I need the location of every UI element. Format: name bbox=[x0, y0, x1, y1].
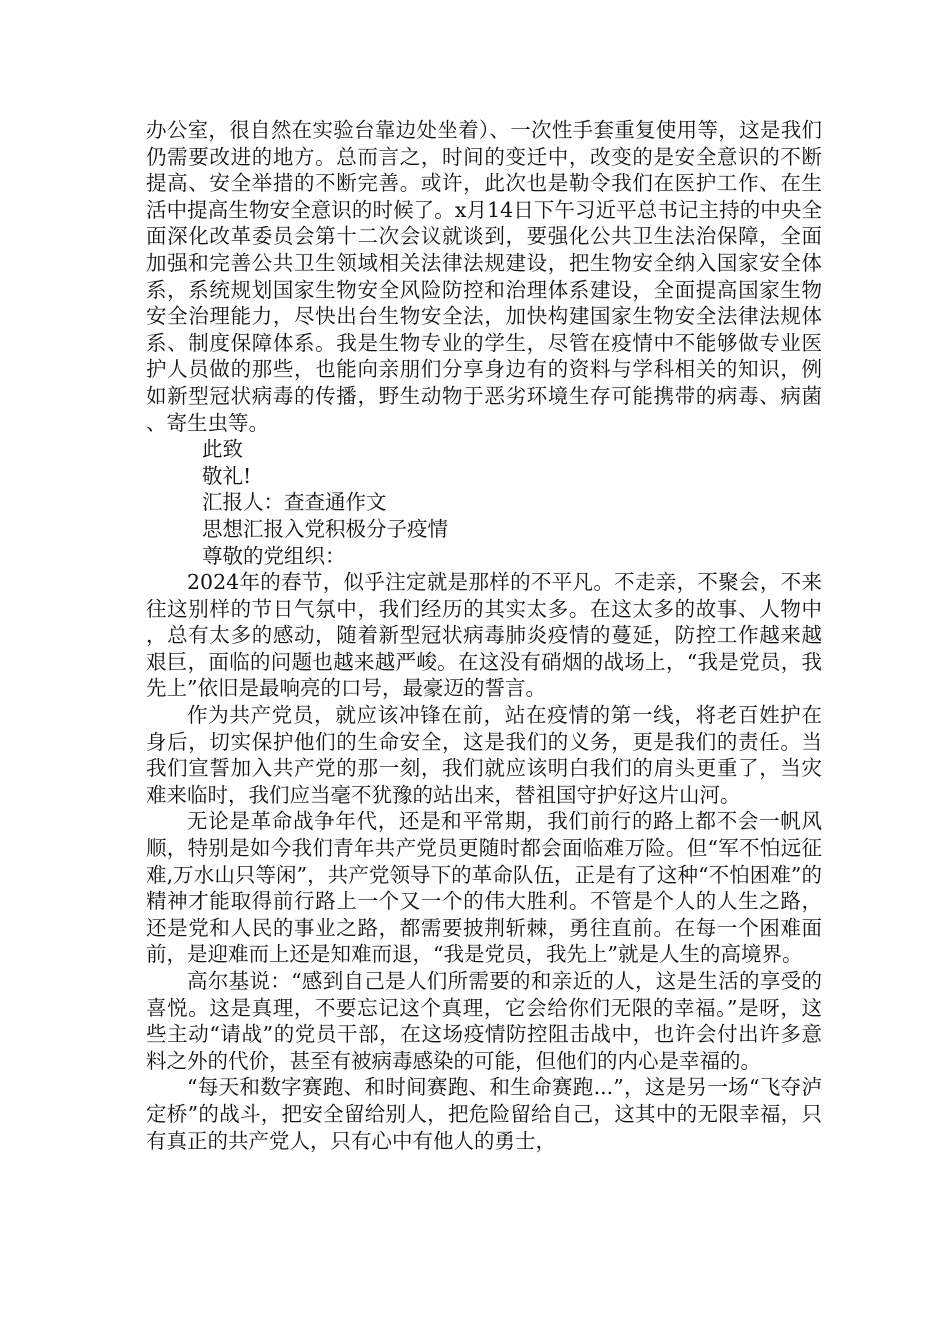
document-title: 思想汇报入党积极分子疫情 bbox=[202, 516, 448, 541]
closing-line-jingli: 敬礼! bbox=[202, 463, 252, 488]
closing-line-cizhi: 此致 bbox=[202, 437, 243, 462]
paragraph-gorky-quote: 高尔基说：“感到自己是人们所需要的和亲近的人，这是生活的享受的喜悦。这是真理，不要忘记这个真理，它会给你们无限的幸福。”是呀，这些主动“请战”的党员干部，在这场疫情防控阻击战中，也许会付出许多意料之外的代价，甚至有被病毒感染的可能，但他们的内心是幸福的。 bbox=[146, 969, 822, 1073]
paragraph-party-member-duty: 作为共产党员，就应该冲锋在前，站在疫情的第一线，将老百姓护在身后，切实保护他们的生命安全，这是我们的义务，更是我们的责任。当我们宣誓加入共产党的那一刻，我们就应该明白我们的肩头更重了，当灾难来临时，我们应当毫不犹豫的站出来，替祖国守护好这片山河。 bbox=[146, 703, 822, 807]
paragraph-race: “每天和数字赛跑、和时间赛跑、和生命赛跑...”，这是另一场“飞夺泸定桥”的战斗，把安全留给别人，把危险留给自己，这其中的无限幸福，只有真正的共产党人，只有心中有他人的勇士， bbox=[146, 1075, 822, 1153]
document-body bbox=[146, 117, 822, 1154]
paragraph-spring-festival: 2024年的春节，似乎注定就是那样的不平凡。不走亲，不聚会，不来往这别样的节日气氛中，我们经历的其实太多。在这太多的故事、人物中，总有太多的感动，随着新型冠状病毒肺炎疫情的蔓延，防控工作越来越艰巨，面临的问题也越来越严峻。在这没有硝烟的战场上，“我是党员，我先上”依旧是最响亮的口号，最豪迈的誓言。 bbox=[146, 570, 822, 701]
salutation-line: 尊敬的党组织： bbox=[202, 543, 346, 568]
paragraph-biosafety: 办公室，很自然在实验台靠边处坐着）、一次性手套重复使用等，这是我们仍需要改进的地方。总而言之，时间的变迁中，改变的是安全意识的不断提高、安全举措的不断完善。或许，此次也是勒令我们在医护工作、在生活中提高生物安全意识的时候了。x月14日下午习近平总书记主持的中央全面深化改革委员会第十二次会议就谈到，要强化公共卫生法治保障，全面加强和完善公共卫生领域相关法律法规建设，把生物安全纳入国家安全体系，系统规划国家生物安全风险防控和治理体系建设，全面提高国家生物安全治理能力，尽快出台生物安全法，加快构建国家生物安全法律法规体系、制度保障体系。我是生物专业的学生，尽管在疫情中不能够做专业医护人员做的那些，也能向亲朋们分享身边有的资料与学科相关的知识，例如新型冠状病毒的传播，野生动物于恶劣环境生存可能携带的病毒、病菌、寄生虫等。 bbox=[146, 118, 822, 435]
reporter-line: 汇报人：查查通作文 bbox=[202, 490, 387, 515]
paragraph-revolution: 无论是革命战争年代，还是和平常期，我们前行的路上都不会一帆风顺，特别是如今我们青年共产党员更随时都会面临难万险。但“军不怕远征难,万水山只等闲”，共产党领导下的革命队伍，正是有了这种“不怕困难”的精神才能取得前行路上一个又一个的伟大胜利。不管是个人的人生之路，还是党和人民的事业之路，都需要披荆斩棘，勇往直前。在每一个困难面前，是迎难而上还是知难而退，“我是党员，我先上”就是人生的高境界。 bbox=[146, 809, 822, 967]
